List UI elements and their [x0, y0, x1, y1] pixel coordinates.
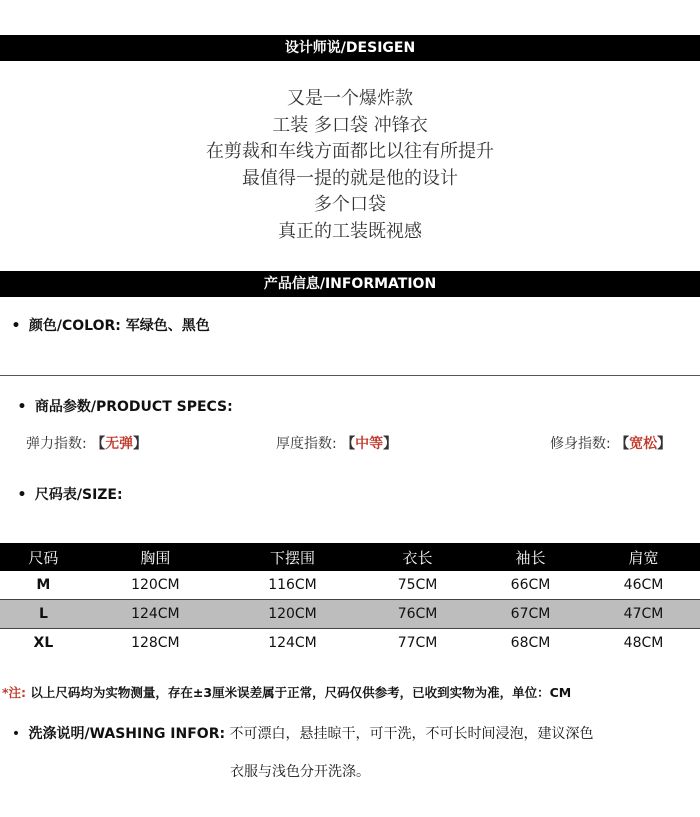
table-cell: 75CM — [397, 577, 438, 593]
product-info-header: 产品信息/INFORMATION — [0, 271, 700, 297]
spec-elasticity — [26, 433, 147, 453]
spec-fit — [550, 433, 671, 453]
table-cell: 76CM — [361, 600, 474, 629]
bracket-open: 【 — [615, 436, 630, 452]
table-cell: 47CM — [587, 600, 700, 629]
table-cell: 116CM — [268, 577, 317, 593]
design-line: 工装 多口袋 冲锋衣 — [272, 114, 428, 136]
washing-text-continued: 衣服与浅色分开洗涤。 — [230, 764, 370, 780]
color-value: 军绿色、黑色 — [125, 318, 210, 334]
design-line: 最值得一提的就是他的设计 — [242, 167, 458, 189]
designer-section-header: 设计师说/DESIGEN — [0, 35, 700, 61]
column-header: 胸围 — [87, 543, 224, 571]
size-table-header-row — [0, 543, 700, 571]
table-row — [0, 600, 700, 629]
note-text: 以上尺码均为实物测量，存在±3厘米误差属于正常，尺码仅供参考，已收到实物为准，单位：CM — [30, 685, 572, 700]
table-cell: 68CM — [510, 635, 551, 651]
column-header: 肩宽 — [587, 543, 700, 571]
bullet-icon: • — [17, 399, 27, 415]
column-header: 衣长 — [361, 543, 474, 571]
spec-thickness — [276, 433, 397, 453]
size-note — [2, 683, 700, 701]
design-line: 多个口袋 — [314, 194, 386, 216]
section-divider — [0, 375, 700, 376]
size-label-row — [14, 484, 123, 504]
spec-name: 修身指数: — [550, 436, 611, 452]
spec-value: 无弹 — [105, 436, 134, 452]
table-row — [0, 629, 700, 658]
table-cell: 120CM — [224, 600, 361, 629]
bracket-close: 】 — [383, 436, 398, 452]
table-cell: 124CM — [87, 600, 224, 629]
table-cell: 48CM — [623, 635, 664, 651]
bracket-open: 【 — [91, 436, 106, 452]
spec-value: 中等 — [355, 436, 384, 452]
design-line: 又是一个爆炸款 — [287, 88, 413, 109]
color-label: 颜色/COLOR: — [28, 318, 121, 334]
table-cell: 120CM — [131, 577, 180, 593]
size-cell: XL — [33, 635, 54, 651]
table-cell: 77CM — [397, 635, 438, 651]
size-cell: L — [0, 600, 87, 629]
product-specs-label-row — [14, 396, 233, 416]
bracket-close: 】 — [657, 436, 672, 452]
table-cell: 128CM — [131, 635, 180, 651]
bracket-open: 【 — [341, 436, 356, 452]
bracket-close: 】 — [133, 436, 148, 452]
size-table — [0, 543, 700, 657]
table-cell: 67CM — [474, 600, 587, 629]
column-header: 尺码 — [0, 543, 87, 571]
table-cell: 124CM — [268, 635, 317, 651]
column-header: 袖长 — [474, 543, 587, 571]
bullet-icon: • — [11, 726, 21, 742]
size-label: 尺码表/SIZE: — [34, 487, 123, 503]
spec-name: 弹力指数: — [26, 436, 87, 452]
table-row — [0, 571, 700, 600]
column-header: 下摆围 — [224, 543, 361, 571]
table-cell: 46CM — [623, 577, 664, 593]
washing-text: 不可漂白，悬挂晾干，可干洗，不可长时间浸泡，建议深色 — [229, 726, 594, 742]
washing-label: 洗涤说明/WASHING INFOR: — [28, 726, 226, 742]
design-line: 真正的工装既视感 — [278, 220, 422, 242]
product-specs-label: 商品参数/PRODUCT SPECS: — [34, 399, 233, 415]
spec-value: 宽松 — [629, 436, 658, 452]
washing-instructions — [8, 723, 594, 743]
bullet-icon: • — [11, 318, 21, 334]
designer-description — [0, 86, 700, 246]
table-cell: 66CM — [510, 577, 551, 593]
note-marker: *注: — [2, 685, 27, 700]
color-row — [8, 315, 210, 335]
spec-name: 厚度指数: — [276, 436, 337, 452]
bullet-icon: • — [17, 487, 27, 503]
design-line: 在剪裁和车线方面都比以往有所提升 — [206, 141, 494, 163]
size-cell: M — [36, 577, 51, 593]
